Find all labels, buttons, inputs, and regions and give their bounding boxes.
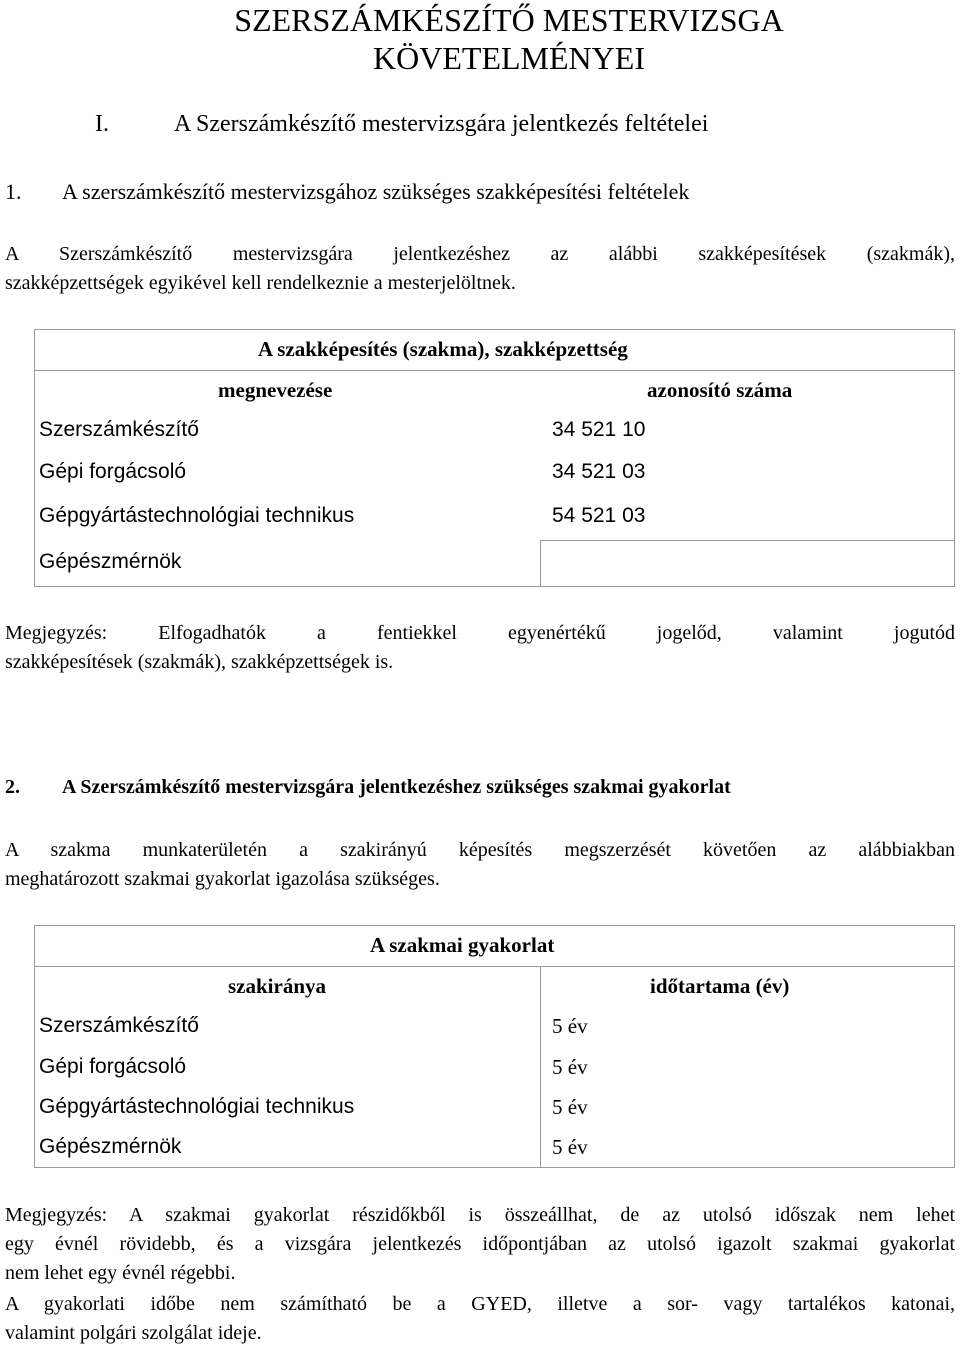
table2-row-duration: 5 év bbox=[552, 1095, 588, 1119]
subsection-2-intro-line2: meghatározott szakmai gyakorlat igazolása szükséges. bbox=[5, 868, 440, 890]
table1-row-name: Szerszámkészítő bbox=[39, 418, 199, 441]
table2-row-name: Gépészmérnök bbox=[39, 1135, 182, 1158]
table1-row-code: 54 521 03 bbox=[552, 504, 646, 527]
subsection-2-number: 2. bbox=[5, 776, 20, 798]
table2-col-duration: időtartama (év) bbox=[650, 974, 790, 998]
subsection-2-note2-line2: valamint polgári szolgálat ideje. bbox=[5, 1322, 262, 1344]
subsection-1-intro-line2: szakképzettségek egyikével kell rendelkeznie a mesterjelöltnek. bbox=[5, 272, 516, 294]
subsection-1-heading: A szerszámkészítő mestervizsgához szükséges szakképesítési feltételek bbox=[62, 179, 690, 204]
subsection-1-number: 1. bbox=[5, 179, 22, 204]
table2-col-field: szakiránya bbox=[228, 974, 327, 998]
table2-row-name: Szerszámkészítő bbox=[39, 1014, 199, 1037]
table2-header: A szakmai gyakorlat bbox=[370, 933, 555, 957]
table1-row-name: Gépgyártástechnológiai technikus bbox=[39, 504, 355, 527]
subsection-1-note-line2: szakképesítések (szakmák), szakképzettségek is. bbox=[5, 651, 394, 673]
table1-col-code: azonosító száma bbox=[647, 378, 793, 402]
table1-row-name: Gépészmérnök bbox=[39, 550, 182, 573]
subsection-1-intro-line1: A Szerszámkészítő mestervizsgára jelentkezéshez az alábbi szakképesítések (szakmák), bbox=[5, 243, 955, 265]
subsection-2-intro-line1: A szakma munkaterületén a szakirányú képesítés megszerzését követően az alábbiakban bbox=[5, 839, 955, 861]
table2-row-name: Gépi forgácsoló bbox=[39, 1055, 187, 1078]
subsection-2-note2-line1: A gyakorlati időbe nem számítható be a GYED, illetve a sor- vagy tartalékos katonai, bbox=[5, 1293, 955, 1315]
subsection-2-heading: A Szerszámkészítő mestervizsgára jelentkezéshez szükséges szakmai gyakorlat bbox=[62, 776, 731, 798]
subsection-2-note-line3: nem lehet egy évnél régebbi. bbox=[5, 1262, 236, 1284]
table1-row-code: 34 521 10 bbox=[552, 418, 646, 441]
subsection-2-note-line2: egy évnél rövidebb, és a vizsgára jelentkezés időpontjában az utolsó igazolt szakmai gyakorlat bbox=[5, 1233, 955, 1255]
subsection-2-note-line1: Megjegyzés: A szakmai gyakorlat részidőkből is összeállhat, de az utolsó időszak nem lehet bbox=[5, 1204, 955, 1226]
section-heading: A Szerszámkészítő mestervizsgára jelentkezés feltételei bbox=[174, 111, 709, 137]
table2-row-duration: 5 év bbox=[552, 1135, 588, 1159]
page-title-line2: KÖVETELMÉNYEI bbox=[373, 40, 645, 76]
table1-row-code: 34 521 03 bbox=[552, 460, 646, 483]
page-title-line1: SZERSZÁMKÉSZÍTŐ MESTERVIZSGA bbox=[234, 2, 784, 38]
table2-row-duration: 5 év bbox=[552, 1014, 588, 1038]
section-number: I. bbox=[95, 111, 109, 137]
subsection-1-note-line1: Megjegyzés: Elfogadhatók a fentiekkel egyenértékű jogelőd, valamint jogutód bbox=[5, 622, 955, 644]
table2-row-name: Gépgyártástechnológiai technikus bbox=[39, 1095, 355, 1118]
table1-row-name: Gépi forgácsoló bbox=[39, 460, 187, 483]
table1-col-name: megnevezése bbox=[218, 378, 333, 402]
table2-row-duration: 5 év bbox=[552, 1055, 588, 1079]
table1-header: A szakképesítés (szakma), szakképzettség bbox=[258, 337, 628, 361]
